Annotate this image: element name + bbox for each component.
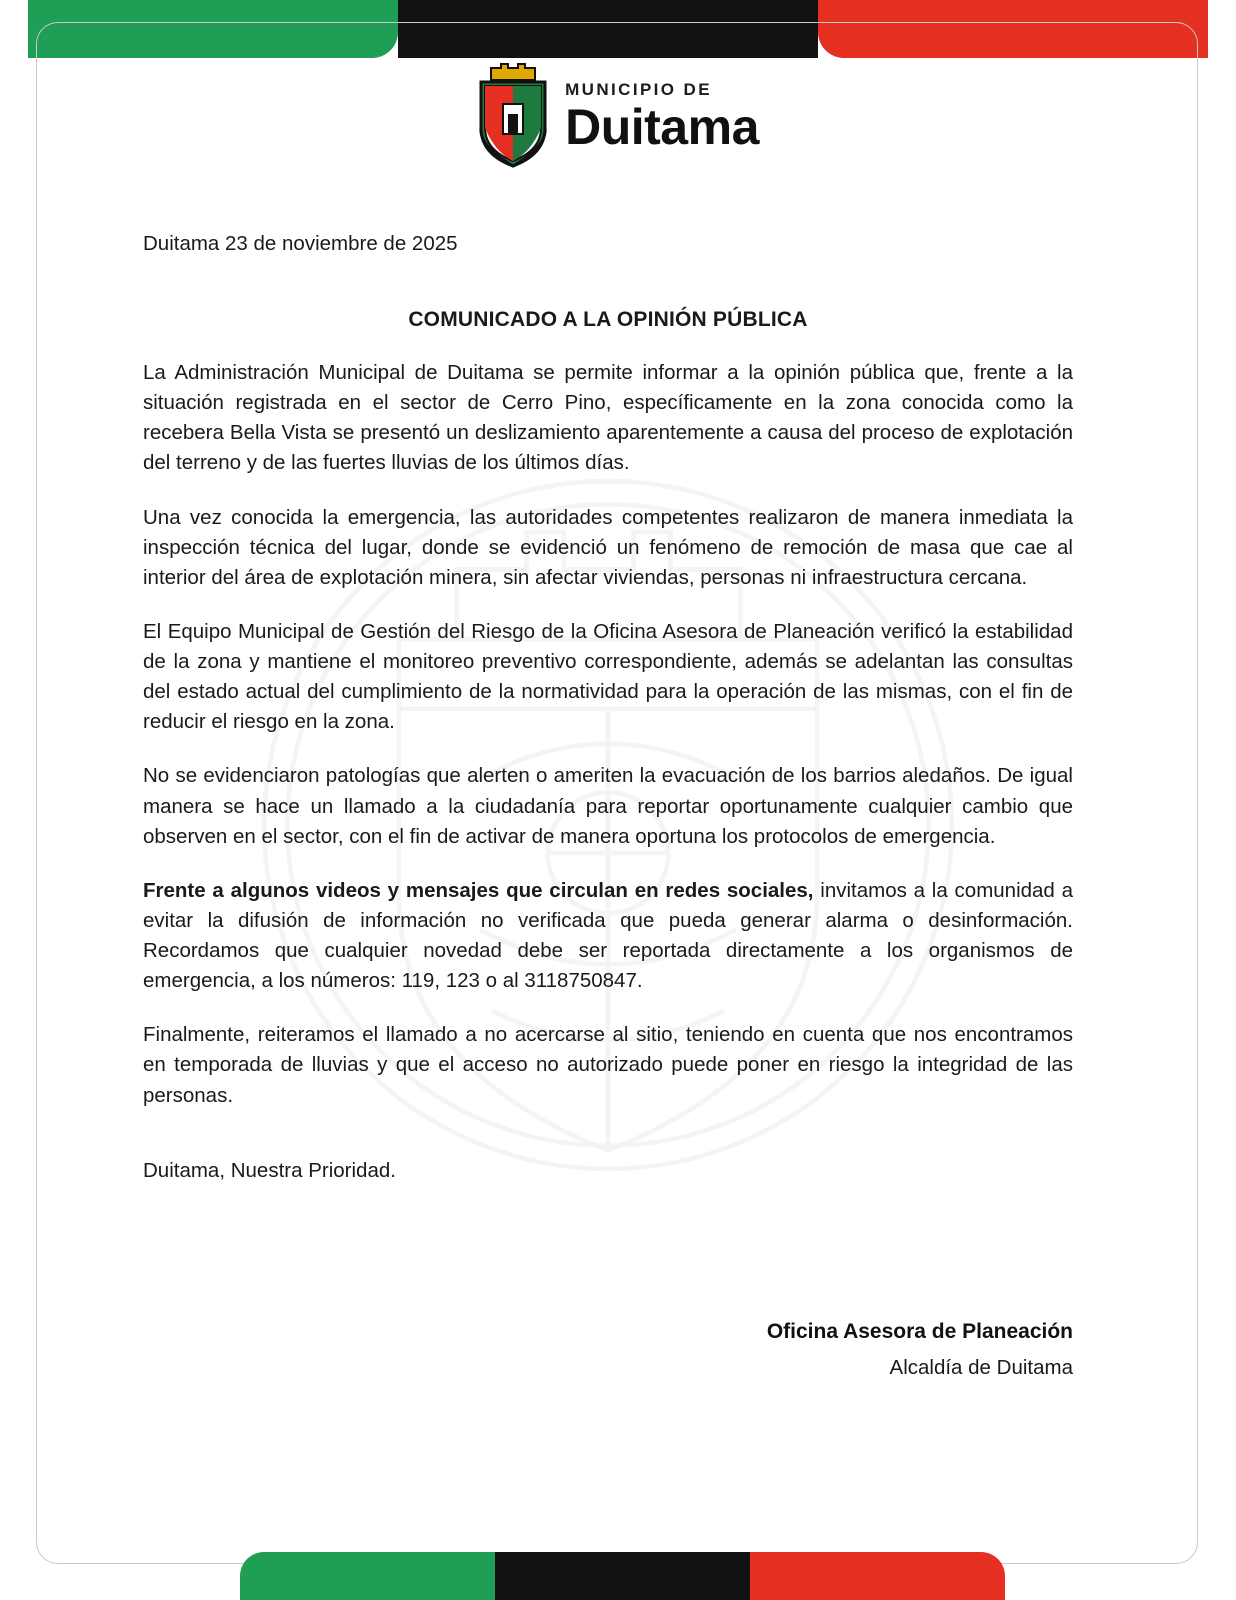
top-bar-red-segment — [818, 0, 1208, 58]
municipality-logo — [0, 62, 1236, 170]
bottom-bar-green-segment — [240, 1552, 495, 1600]
wordmark — [565, 79, 759, 155]
brand-name: Duitama — [565, 98, 759, 155]
document-body — [143, 232, 1073, 1183]
paragraph-1: La Administración Municipal de Duitama se permite informar a la opinión pública que, frente a la situación registrada en el sector de Cerro Pino, específicamente en la zona conocida como la recebera Bella Vista se presentó un deslizamiento aparentemente a causa del proceso de explotación del terreno y de las fuertes lluvias de los últimos días. — [143, 361, 1073, 475]
top-decoration-bar — [0, 0, 1236, 58]
bottom-decoration-bar — [0, 1552, 1236, 1600]
paragraph-social-media-lead: Frente a algunos videos y mensajes que circulan en redes sociales, — [143, 878, 814, 902]
signature-entity: Alcaldía de Duitama — [889, 1356, 1073, 1379]
paragraph-social-media-rest: invitamos a la comunidad a evitar la difusión de información no verificada que pueda generar alarma o desinformación. Recordamos que cualquier novedad debe ser reportada directamente a los organismos de emergencia, a los números: 119, 123 o al 3118750847. — [143, 878, 1074, 993]
paragraph-4: No se evidenciaron patologías que alerten o ameriten la evacuación de los barrios aledaños. De igual manera se hace un llamado a la ciudadanía para reportar oportunamente cualquier cambio que observen en el sector, con el fin de activar de manera oportuna los protocolos de emergencia. — [143, 764, 1073, 848]
closing-slogan: Duitama, Nuestra Prioridad. — [143, 1158, 396, 1182]
bottom-bar-red-segment — [750, 1552, 1005, 1600]
top-bar-black-segment — [398, 0, 818, 58]
signature-office: Oficina Asesora de Planeación — [766, 1320, 1073, 1343]
paragraph-final: Finalmente, reiteramos el llamado a no acercarse al sitio, teniendo en cuenta que nos encontramos en temporada de lluvias y que el acceso no autorizado puede poner en riesgo la integridad de las personas. — [143, 1023, 1073, 1107]
bottom-bar-black-segment — [495, 1552, 750, 1600]
top-bar-green-segment — [28, 0, 398, 58]
signature-block — [143, 1320, 1073, 1380]
paragraph-3: El Equipo Municipal de Gestión del Riesgo de la Oficina Asesora de Planeación verificó la estabilidad de la zona y mantiene el monitoreo preventivo correspondiente, además se adelantan las consultas del estado actual del cumplimiento de la normatividad para la operación de las mismas, con el fin de reducir el riesgo en la zona. — [143, 619, 1073, 734]
paragraph-social-media — [143, 876, 1073, 997]
date-line: Duitama 23 de noviembre de 2025 — [143, 232, 458, 255]
page-title: COMUNICADO A LA OPINIÓN PÚBLICA — [408, 308, 808, 331]
paragraph-2: Una vez conocida la emergencia, las autoridades competentes realizaron de manera inmediata la inspección técnica del lugar, donde se evidenció un fenómeno de remoción de masa que cae al interior del área de explotación minera, sin afectar viviendas, personas ni infraestructura cercana. — [143, 505, 1073, 589]
coat-of-arms-icon — [477, 62, 549, 170]
brand-kicker: MUNICIPIO DE — [565, 79, 712, 99]
